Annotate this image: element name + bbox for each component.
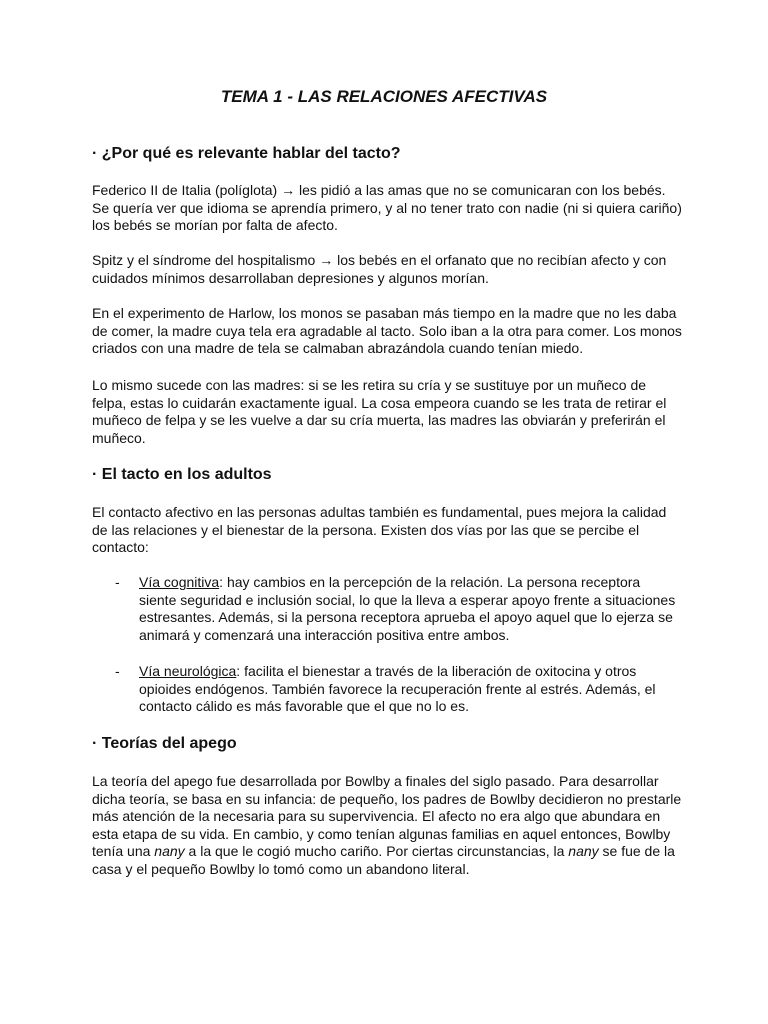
bullet-dash: - (115, 574, 120, 590)
section-heading-tacto: · ¿Por qué es relevante hablar del tacto? (92, 145, 401, 162)
definition-via-neurologica: : facilita el bienestar a través de la liberación de oxitocina y otros opioides endógenos. También favorece la recuperación frente al estrés. Además, el contacto cálido es más favorable que el que no lo es. (139, 663, 656, 715)
bullet-dash: - (115, 663, 120, 679)
bowlby-text-1: La teoría del apego fue desarrollada por Bowlby a finales del siglo pasado. Para desarrollar dicha teoría, se basa en su infancia: de pequeño, los padres de Bowlby decidieron no prestarle más atención de la necesaria para su supervivencia. El afecto no era algo que abundara en esta etapa de su vida. En cambio, y como tenían algunas familias en aquel entonces, Bowlby tenía una (92, 773, 682, 860)
paragraph-contacto-adultos: El contacto afectivo en las personas adultas también es fundamental, pues mejora la calidad de las relaciones y el bienestar de la persona. Existen dos vías por las que se percibe el contacto: (92, 504, 667, 556)
bowlby-text-3: se fue de la casa y el pequeño Bowlby lo tomó como un abandono literal. (92, 843, 675, 877)
bowlby-text-2: a la que le cogió mucho cariño. Por ciertas circunstancias, la (184, 843, 569, 860)
page-title: TEMA 1 - LAS RELACIONES AFECTIVAS (220, 87, 548, 106)
paragraph-spitz: Spitz y el síndrome del hospitalismo → los bebés en el orfanato que no recibían afecto y con cuidados mínimos desarrollaban depresiones y algunos morían. (92, 252, 667, 286)
paragraph-federico: Federico II de Italia (políglota) → les pidió a las amas que no se comunicaran con los bebés. Se quería ver que idioma se aprendía primero, y al no tener trato con nadie (ni si quiera cariño) los bebés se morían por falta de afecto. (92, 182, 682, 234)
list-item-text (139, 663, 679, 716)
paragraph-bowlby (92, 773, 682, 879)
nany-term-1: nany (154, 843, 185, 860)
term-via-cognitiva: Vía cognitiva (139, 574, 220, 590)
paragraph-harlow: En el experimento de Harlow, los monos se pasaban más tiempo en la madre que no les daba de comer, la madre cuya tela era agradable al tacto. Solo iban a la otra para comer. Los monos criados con una madre de tela se calmaban abrazándola cuando tenían miedo. (92, 305, 682, 357)
definition-via-cognitiva: : hay cambios en la percepción de la relación. La persona receptora siente seguridad e inclusión social, lo que la lleva a esperar apoyo frente a situaciones estresantes. Además, si la persona receptora aprueba el apoyo aquel que lo ejerza se animará y comenzará una interacción positiva entre ambos. (139, 574, 676, 643)
term-via-neurologica: Vía neurológica (139, 663, 237, 679)
section-heading-adultos: · El tacto en los adultos (92, 466, 272, 483)
list-item-text (139, 574, 679, 644)
nany-term-2: nany (568, 843, 599, 860)
paragraph-madres: Lo mismo sucede con las madres: si se les retira su cría y se sustituye por un muñeco de felpa, estas lo cuidarán exactamente igual. La cosa empeora cuando se les trata de retirar el muñeco de felpa y se les vuelve a dar su cría muerta, las madres las obviarán y preferirán el muñeco. (92, 377, 667, 446)
section-heading-apego: · Teorías del apego (92, 735, 237, 752)
